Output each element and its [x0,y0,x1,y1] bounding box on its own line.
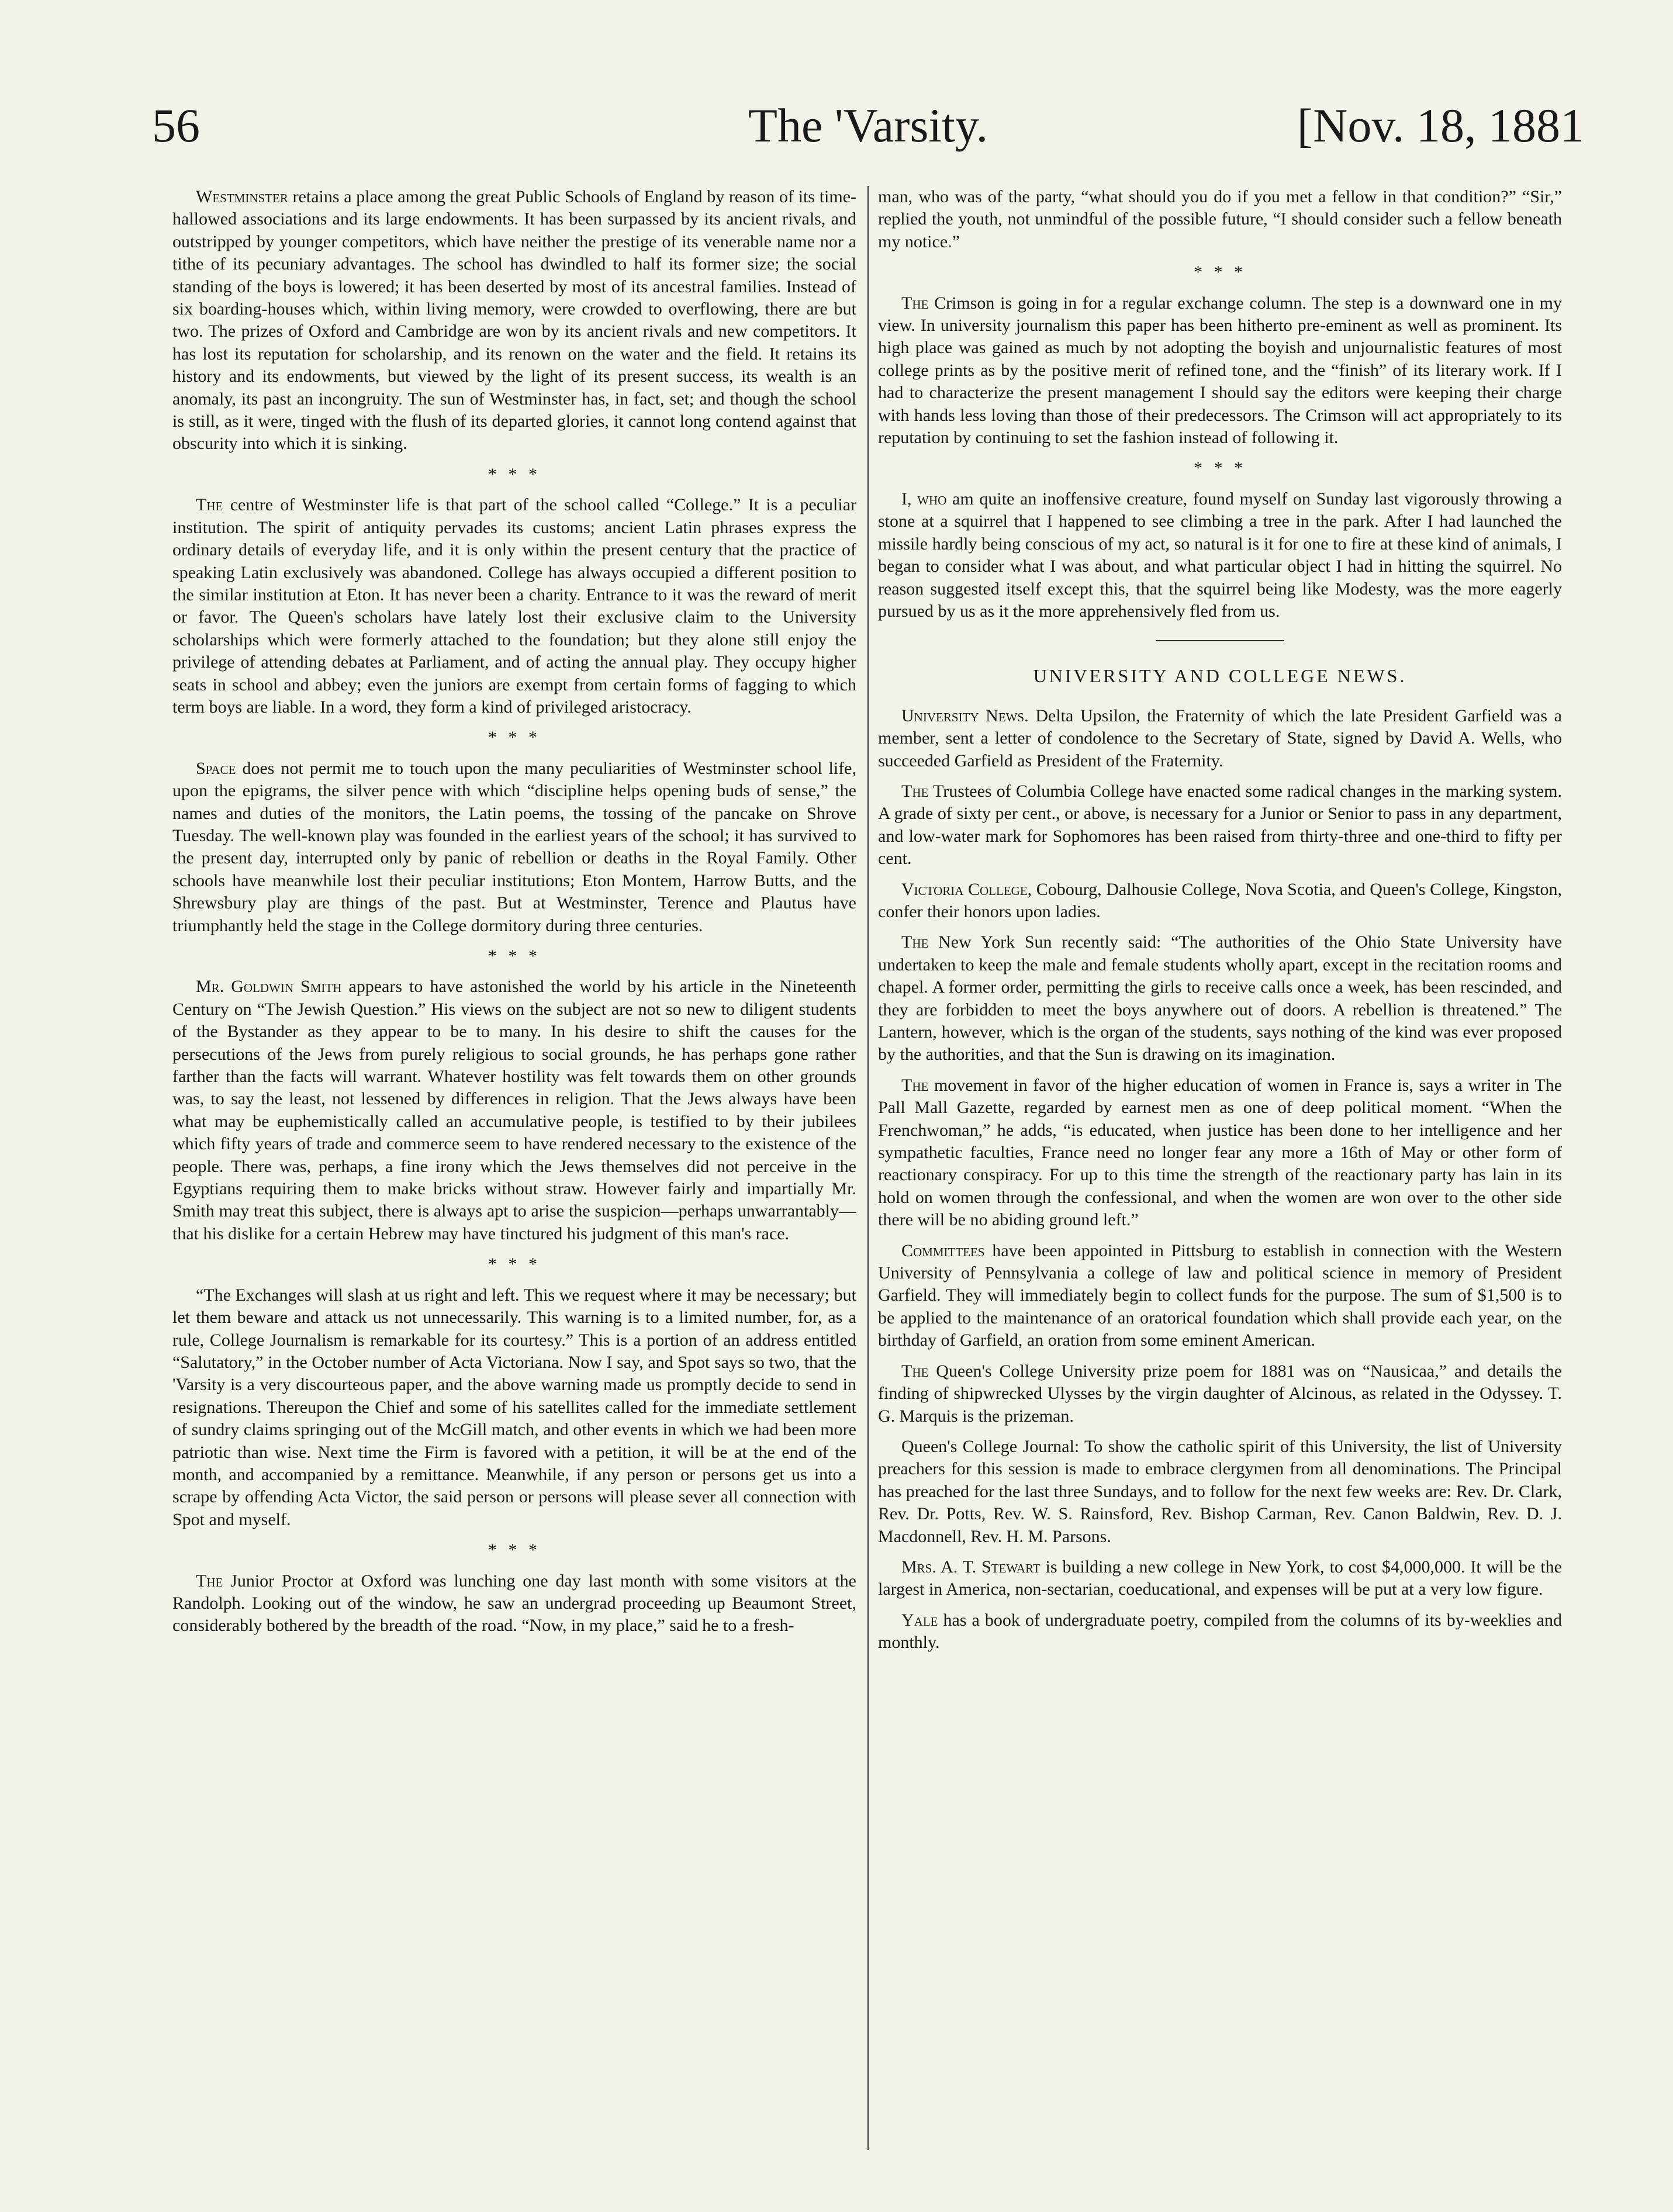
page-number: 56 [152,99,200,152]
news-item-yale: Yale has a book of undergraduate poetry, compiled from the columns of its by-weeklies and monthly. [878,1610,1562,1653]
paragraph-college: The centre of Westminster life is that part of the school called “College.” It is a peculiar institution. The spirit of antiquity pervades its customs; ancient Latin phrases express the ordinary details of everyday life, and it is only within the present century that the practice of speaking Latin exclusively was abandoned. College has always occupied a different position to the similar institution at Eton. It has never been a charity. Entrance to it was the reward of merit or favor. The Queen's scholars have lately lost their exclusive claim to the University scholarships which were formerly attached to the foundation; but they alone still enjoy the privilege of attending debates at Parliament, and of acting the annual play. They occupy higher seats in school and abbey; even the juniors are exempt from certain forms of fagging to which term boys are liable. In a word, they form a kind of privileged aristocracy. [172,495,856,717]
issue-date: [Nov. 18, 1881 [1297,99,1584,152]
section-title: UNIVERSITY AND COLLEGE NEWS. [1033,665,1407,687]
paragraph-goldwin-smith: Mr. Goldwin Smith appears to have astonished the world by his article in the Nineteenth Century on “The Jewish Question.” His views on the subject are not so new to diligent students of the Bystander as they appear to be to many. In his desire to shift the causes for the persecutions of the Jews from purely religious to social grounds, he has perhaps gone rather farther than the facts will warrant. Whatever hostility was felt towards them on other grounds was, to say the least, not lessened by differences in religion. That the Jews always have been what may be euphemistically called an accumulative people, is testified to by their jubilees which fifty years of trade and commerce seem to have rendered necessary to the existence of the people. There was, perhaps, a fine irony which the Jews themselves did not perceive in the Egyptians requiring them to make bricks without straw. However fairly and impartially Mr. Smith may treat this subject, there is always apt to arise the suspicion—perhaps unwarrantably—that his dislike for a certain Hebrew may have tinctured his judgment of this man's race. [172,977,856,1243]
news-item-committees: Committees have been appointed in Pittsburg to establish in connection with the Western University of Pennsylvania a college of law and political science in memory of President Garfield. They will immediately begin to collect funds for the purpose. The sum of $1,500 is to be applied to the maintenance of an oratorical foundation which shall provide each year, on the birthday of Garfield, an oration from some eminent American. [878,1240,1562,1350]
paragraph-continued: man, who was of the party, “what should you do if you met a fellow in that condition?” “Sir,” replied the youth, not unmindful of the possible future, “I should consider such a fellow beneath my notice.” [878,187,1562,251]
news-item-france: The movement in favor of the higher education of women in France is, says a writer in The Pall Mall Gazette, regarded by earnest men as one of deep political moment. “When the Frenchwoman,” he adds, “is educated, when justice has been done to her intelligence and her sympathetic faculties, France need no longer fear any more a 16th of May or other form of reactionary conspiracy. For up to this time the strength of the reactionary party has lain in its hold on women through the confessional, and when the women are won over to the other side there will be no abiding ground left.” [878,1075,1562,1230]
paragraph-junior-proctor: The Junior Proctor at Oxford was lunching one day last month with some visitors at the Randolph. Looking out of the window, he saw an undergrad proceeding up Beaumont Street, considerably bothered by the breadth of the road. “Now, in my place,” said he to a fresh- [172,1571,856,1636]
publication-title: The 'Varsity. [748,99,988,152]
news-item-victoria: Victoria College, Cobourg, Dalhousie College, Nova Scotia, and Queen's College, Kingston, confer their honors upon ladies. [878,879,1562,921]
separator: * * * [488,1540,541,1560]
left-column [172,186,856,2168]
news-item-delta-upsilon: University News. Delta Upsilon, the Fraternity of which the late President Garfield was a member, sent a letter of condolence to the Secretary of State, signed by David A. Wells, who succeeded Garfield as President of the Fraternity. [878,706,1562,770]
news-item-ny-sun: The New York Sun recently said: “The authorities of the Ohio State University have undertaken to keep the male and female students wholly apart, except in the recitation rooms and chapel. A former order, permitting the girls to receive calls once a week, has been rescinded, and they are forbidden to meet the boys anywhere out of doors. A rebellion is threatened.” The Lantern, however, which is the organ of the students, says nothing of the kind was ever proposed by the authorities, and that the Sun is drawing on its imagination. [878,932,1562,1064]
section-rule [1156,640,1284,641]
paragraph-squirrel: I, who am quite an inoffensive creature, found myself on Sunday last vigorously throwing a stone at a squirrel that I happened to see climbing a tree in the park. After I had launched the missile hardly being conscious of my act, so natural is it for one to fire at these kind of animals, I began to consider what I was about, and what particular object I had in hitting the squirrel. No reason suggested itself except this, that the squirrel being like Modesty, was the more eagerly pursued by us as it the more apprehensively fled from us. [878,489,1562,621]
separator: * * * [488,464,541,484]
news-item-queens-journal: Queen's College Journal: To show the catholic spirit of this University, the list of University preachers for this session is made to embrace clergymen from all denominations. The Principal has preached for the last three Sundays, and to follow for the next few weeks are: Rev. Dr. Clark, Rev. Dr. Potts, Rev. W. S. Rainsford, Rev. Bishop Carman, Rev. Canon Baldwin, Rev. D. J. Macdonnell, Rev. H. M. Parsons. [878,1436,1562,1546]
paragraph-westminster: Westminster retains a place among the great Public Schools of England by reason of its time-hallowed associations and its large endowments. It has been surpassed by its ancient rivals, and outstripped by younger competitors, which have neither the prestige of its venerable name nor a tithe of its pecuniary advantages. The school has dwindled to half its former size; the social standing of the boys is lowered; it has been deserted by most of its ancestral families. Instead of six boarding-houses which, within living memory, were crowded to overflowing, there are but two. The prizes of Oxford and Cambridge are won by its ancient rivals and new competitors. It has lost its reputation for scholarship, and its renown on the water and the field. It retains its history and its endowments, but viewed by the light of its present success, its wealth is an anomaly, its past an incongruity. The sun of Westminster has, in fact, set; and though the school is still, as it were, tinged with the flush of its departed glories, it cannot long contend against that obscurity into which it is sinking. [172,187,856,454]
column-divider [867,186,869,2150]
right-column [878,186,1562,2168]
news-item-stewart: Mrs. A. T. Stewart is building a new college in New York, to cost $4,000,000. It will be the largest in America, non-sectarian, coeducational, and expenses will be put at a very low figure. [878,1557,1562,1599]
news-item-prize-poem: The Queen's College University prize poem for 1881 was on “Nausicaa,” and details the finding of shipwrecked Ulysses by the virgin daughter of Alcinous, as related in the Odyssey. T. G. Marquis is the prizeman. [878,1361,1562,1426]
separator: * * * [1194,458,1246,478]
news-item-columbia: The Trustees of Columbia College have enacted some radical changes in the marking system. A grade of sixty per cent., or above, is necessary for a Junior or Senior to pass in any department, and low-water mark for Sophomores has been raised from thirty-three and one-third to fifty per cent. [878,781,1562,869]
separator: * * * [488,728,541,748]
separator: * * * [488,1254,541,1274]
paragraph-exchanges: “The Exchanges will slash at us right and left. This we request where it may be necessary; but let them beware and attack us not unnecessarily. This warning is to a limited number, for, as a rule, College Journalism is remarkable for its courtesy.” This is a portion of an address entitled “Salutatory,” in the October number of Acta Victoriana. Now I say, and Spot says so two, that the 'Varsity is a very discourteous paper, and the above warning made us promptly decide to send in resignations. Thereupon the Chief and some of his satellites called for the immediate settlement of sundry claims springing out of the McGill match, and other events in which we had been more patriotic than wise. Next time the Firm is favored with a petition, it will be at the end of the month, and accompanied by a remittance. Meanwhile, if any person or persons get us into a scrape by offending Acta Victor, the said person or persons will please sever all connection with Spot and myself. [172,1285,856,1529]
page-header [152,98,1584,174]
paragraph-space: Space does not permit me to touch upon the many peculiarities of Westminster school life, upon the epigrams, the silver pence with which “discipline helps opening buds of sense,” the names and duties of the monitors, the Latin poems, the tossing of the pancake on Shrove Tuesday. The well-known play was founded in the earliest years of the school; it has survived to the present day, interrupted only by panic of rebellion or deaths in the Royal Family. Other schools have meanwhile lost their peculiar institutions; Eton Montem, Harrow Butts, and the Shrewsbury play are things of the past. But at Westminster, Terence and Plautus have triumphantly held the stage in the College dormitory during three centuries. [172,758,856,935]
separator: * * * [1194,262,1246,282]
paragraph-crimson: The Crimson is going in for a regular exchange column. The step is a downward one in my view. In university journalism this paper has been hitherto pre-eminent as well as prominent. Its high place was gained as much by not adopting the boyish and unjournalistic features of most college prints as by the positive merit of refined tone, and the “finish” of its literary work. If I had to characterize the present management I should say the editors were keeping their charge with hands less loving than those of their predecessors. The Crimson will act appropriately to its reputation by continuing to set the fashion instead of following it. [878,293,1562,448]
separator: * * * [488,946,541,966]
